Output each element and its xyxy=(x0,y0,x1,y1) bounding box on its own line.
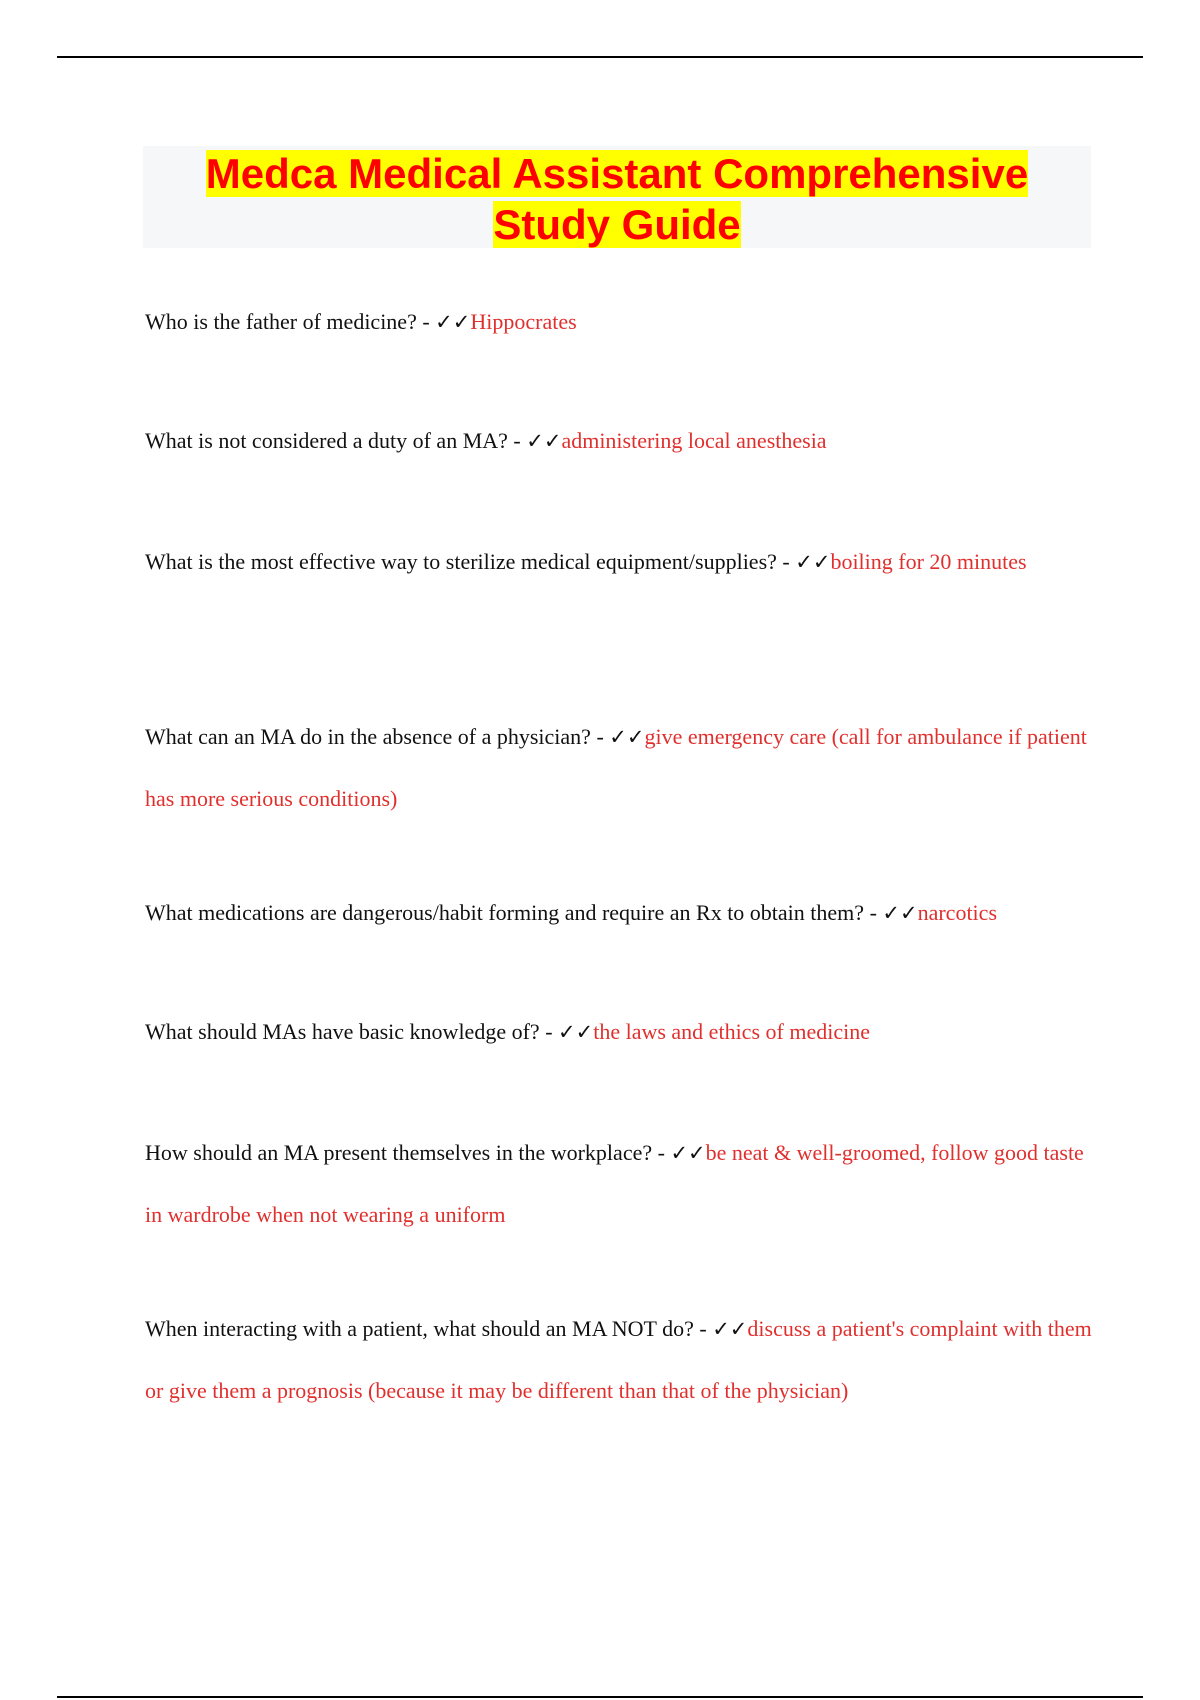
bottom-rule xyxy=(57,1696,1143,1698)
double-check-icon: ✓✓ xyxy=(558,1020,594,1044)
qa-item-7 xyxy=(145,1122,1095,1245)
separator: - xyxy=(776,549,796,574)
qa-item-8 xyxy=(145,1298,1095,1421)
answer-text: the laws and ethics of medicine xyxy=(593,1019,870,1044)
double-check-icon: ✓✓ xyxy=(670,1141,706,1165)
page-title xyxy=(143,148,1091,250)
title-line-2: Study Guide xyxy=(493,201,741,248)
separator: - xyxy=(693,1316,713,1341)
question-text: What should MAs have basic knowledge of? xyxy=(145,1019,540,1044)
answer-text: boiling for 20 minutes xyxy=(830,549,1027,574)
answer-text: administering local anesthesia xyxy=(561,428,827,453)
double-check-icon: ✓✓ xyxy=(882,901,918,925)
double-check-icon: ✓✓ xyxy=(609,725,645,749)
qa-item-4 xyxy=(145,706,1095,829)
answer-text: discuss a patient's complaint with them or give them a prognosis (because it may be different than that of the physician) xyxy=(145,1316,1092,1403)
title-block xyxy=(143,146,1091,248)
qa-item-5 xyxy=(145,882,1095,944)
separator: - xyxy=(416,309,436,334)
double-check-icon: ✓✓ xyxy=(795,550,831,574)
top-rule xyxy=(57,56,1143,58)
question-text: Who is the father of medicine? xyxy=(145,309,417,334)
separator: - xyxy=(539,1019,559,1044)
separator: - xyxy=(864,900,883,925)
question-text: What is the most effective way to sterilize medical equipment/supplies? xyxy=(145,549,777,574)
answer-text: Hippocrates xyxy=(470,309,577,334)
question-text: What medications are dangerous/habit forming and require an Rx to obtain them? xyxy=(145,900,865,925)
separator: - xyxy=(652,1140,671,1165)
double-check-icon: ✓✓ xyxy=(526,429,562,453)
qa-item-3 xyxy=(145,531,1095,593)
question-text: How should an MA present themselves in the workplace? xyxy=(145,1140,653,1165)
question-text: What is not considered a duty of an MA? xyxy=(145,428,508,453)
double-check-icon: ✓✓ xyxy=(712,1317,748,1341)
answer-text: narcotics xyxy=(917,900,997,925)
answer-text: be neat & well-groomed, follow good taste in wardrobe when not wearing a uniform xyxy=(145,1140,1084,1227)
title-line-1: Medca Medical Assistant Comprehensive xyxy=(205,150,1029,197)
separator: - xyxy=(590,724,610,749)
question-text: When interacting with a patient, what should an MA NOT do? xyxy=(145,1316,694,1341)
answer-text: give emergency care (call for ambulance if patient has more serious conditions) xyxy=(145,724,1087,811)
qa-item-2 xyxy=(145,410,1095,472)
question-text: What can an MA do in the absence of a physician? xyxy=(145,724,591,749)
qa-item-6 xyxy=(145,1001,1095,1063)
qa-item-1 xyxy=(145,291,1095,353)
separator: - xyxy=(507,428,527,453)
double-check-icon: ✓✓ xyxy=(435,310,471,334)
